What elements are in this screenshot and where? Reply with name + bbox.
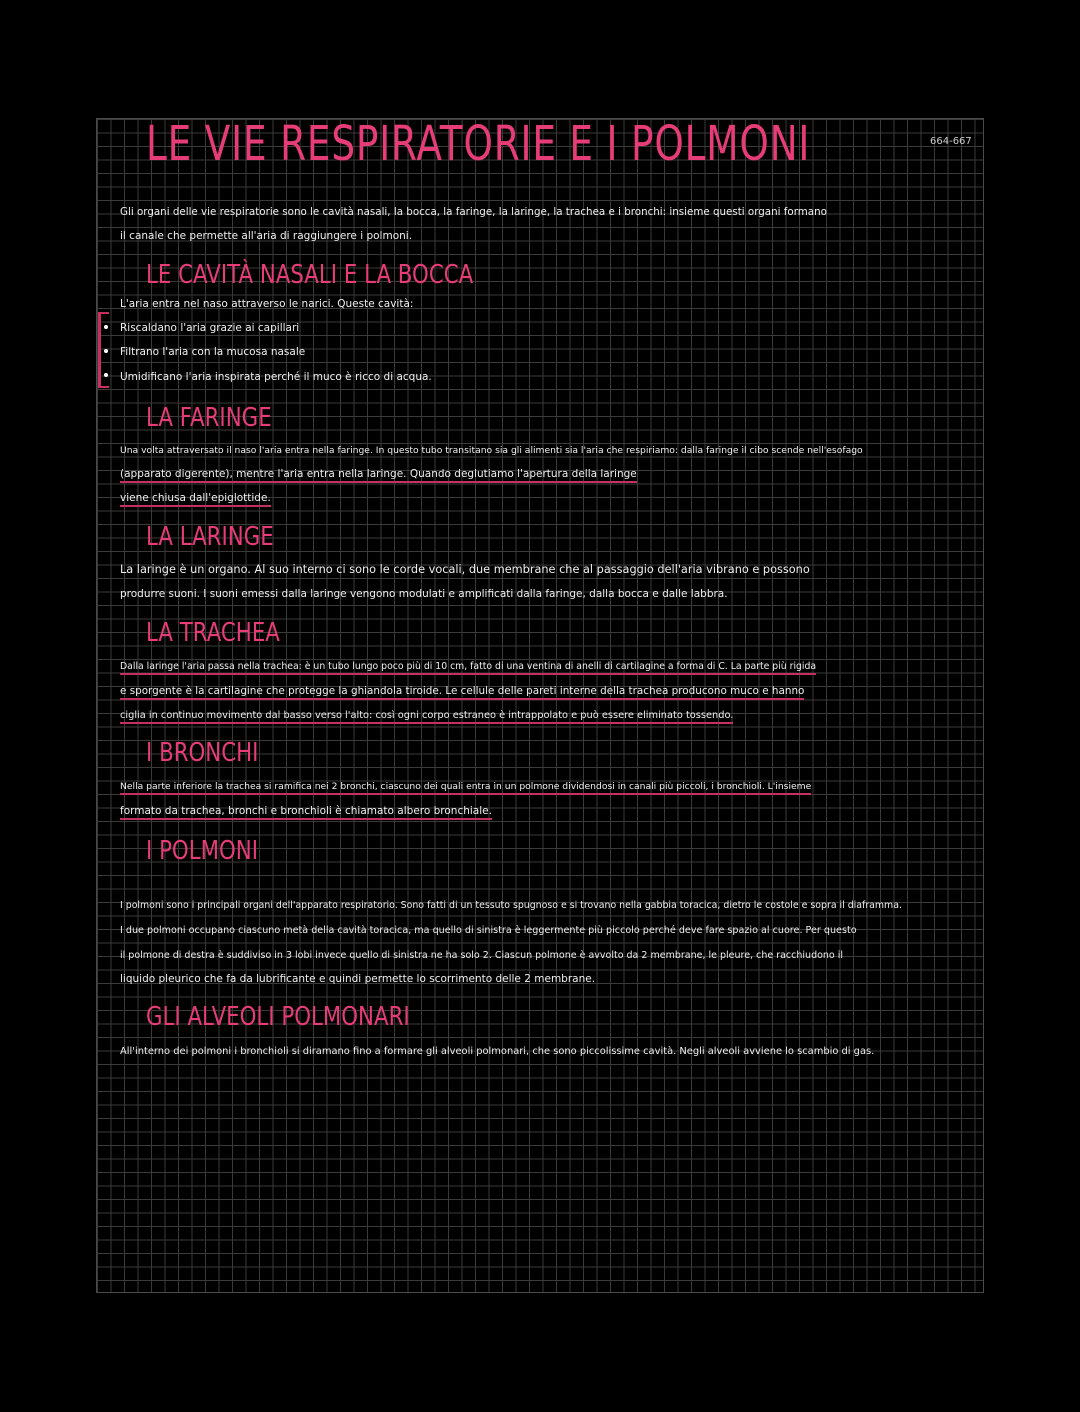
- heading-alveoli: GLI ALVEOLI POLMONARI: [146, 1002, 410, 1032]
- page-reference: 664-667: [930, 136, 972, 147]
- nasali-lead: L'aria entra nel naso attraverso le narici. Queste cavità:: [120, 298, 414, 310]
- polmoni-line: il polmone di destra è suddiviso in 3 lobi invece quello di sinistra ne ha solo 2. Ciascun polmone è avvolto da 2 membrane, le pleure, che racchiudono il: [120, 950, 844, 961]
- heading-faringe: LA FARINGE: [146, 403, 272, 433]
- intro-line-1: Gli organi delle vie respiratorie sono le cavità nasali, la bocca, la faringe, la laringe, la trachea e i bronchi: insieme questi organi formano: [120, 206, 827, 218]
- heading-polmoni: I POLMONI: [146, 836, 258, 866]
- polmoni-line: liquido pleurico che fa da lubrificante e quindi permette lo scorrimento delle 2 membrane.: [120, 973, 596, 985]
- intro-line-2: il canale che permette all'aria di raggiungere i polmoni.: [120, 230, 413, 242]
- faringe-line: Una volta attraversato il naso l'aria entra nella faringe. In questo tubo transitano sia gli alimenti sia l'aria che respiriamo: dalla faringe il cibo scende nell'esofago: [120, 445, 863, 456]
- bronchi-line: Nella parte inferiore la trachea si ramifica nei 2 bronchi, ciascuno dei quali entra in un polmone dividendosi in canali più piccoli, i bronchioli. L'insieme: [120, 781, 811, 795]
- nasali-bullet: Filtrano l'aria con la mucosa nasale: [120, 346, 306, 358]
- trachea-line: e sporgente è la cartilagine che protegge la ghiandola tiroide. Le cellule delle pareti interne della trachea producono muco e hanno: [120, 685, 804, 700]
- bronchi-line: formato da trachea, bronchi e bronchioli è chiamato albero bronchiale.: [120, 805, 492, 820]
- bullet-dot: [104, 373, 108, 377]
- heading-laringe: LA LARINGE: [146, 522, 274, 552]
- page-title: LE VIE RESPIRATORIE E I POLMONI: [146, 116, 811, 172]
- polmoni-line: I polmoni sono i principali organi dell'apparato respiratorio. Sono fatti di un tessuto spugnoso e si trovano nella gabbia toracica, dietro le costole e sopra il diaframma.: [120, 900, 902, 911]
- heading-bronchi: I BRONCHI: [146, 738, 259, 768]
- nasali-bullet: Umidificano l'aria inspirata perché il muco è ricco di acqua.: [120, 371, 432, 383]
- trachea-line: ciglia in continuo movimento dal basso verso l'alto: così ogni corpo estraneo è intrappolato e può essere eliminato tossendo.: [120, 710, 733, 724]
- faringe-line: (apparato digerente), mentre l'aria entra nella laringe. Quando deglutiamo l'apertura della laringe: [120, 468, 637, 483]
- alveoli-line: All'interno dei polmoni i bronchioli si diramano fino a formare gli alveoli polmonari, che sono piccolissime cavità. Negli alveoli avviene lo scambio di gas.: [120, 1046, 875, 1057]
- laringe-line: La laringe è un organo. Al suo interno ci sono le corde vocali, due membrane che al passaggio dell'aria vibrano e possono: [120, 563, 810, 576]
- heading-trachea: LA TRACHEA: [146, 618, 280, 648]
- heading-cavita-nasali: LE CAVITÀ NASALI E LA BOCCA: [146, 260, 474, 290]
- laringe-line: produrre suoni. I suoni emessi dalla laringe vengono modulati e amplificati dalla faringe, dalla bocca e dalle labbra.: [120, 588, 728, 600]
- faringe-line: viene chiusa dall'epiglottide.: [120, 492, 271, 507]
- bullet-dot: [104, 349, 108, 353]
- nasali-bullet: Riscaldano l'aria grazie ai capillari: [120, 322, 300, 334]
- polmoni-line: I due polmoni occupano ciascuno metà della cavità toracica, ma quello di sinistra è leggermente più piccolo perché deve fare spazio al cuore. Per questo: [120, 925, 857, 936]
- trachea-line: Dalla laringe l'aria passa nella trachea: è un tubo lungo poco più di 10 cm, fatto di una ventina di anelli di cartilagine a forma di C. La parte più rigida: [120, 661, 816, 675]
- bullet-dot: [104, 325, 108, 329]
